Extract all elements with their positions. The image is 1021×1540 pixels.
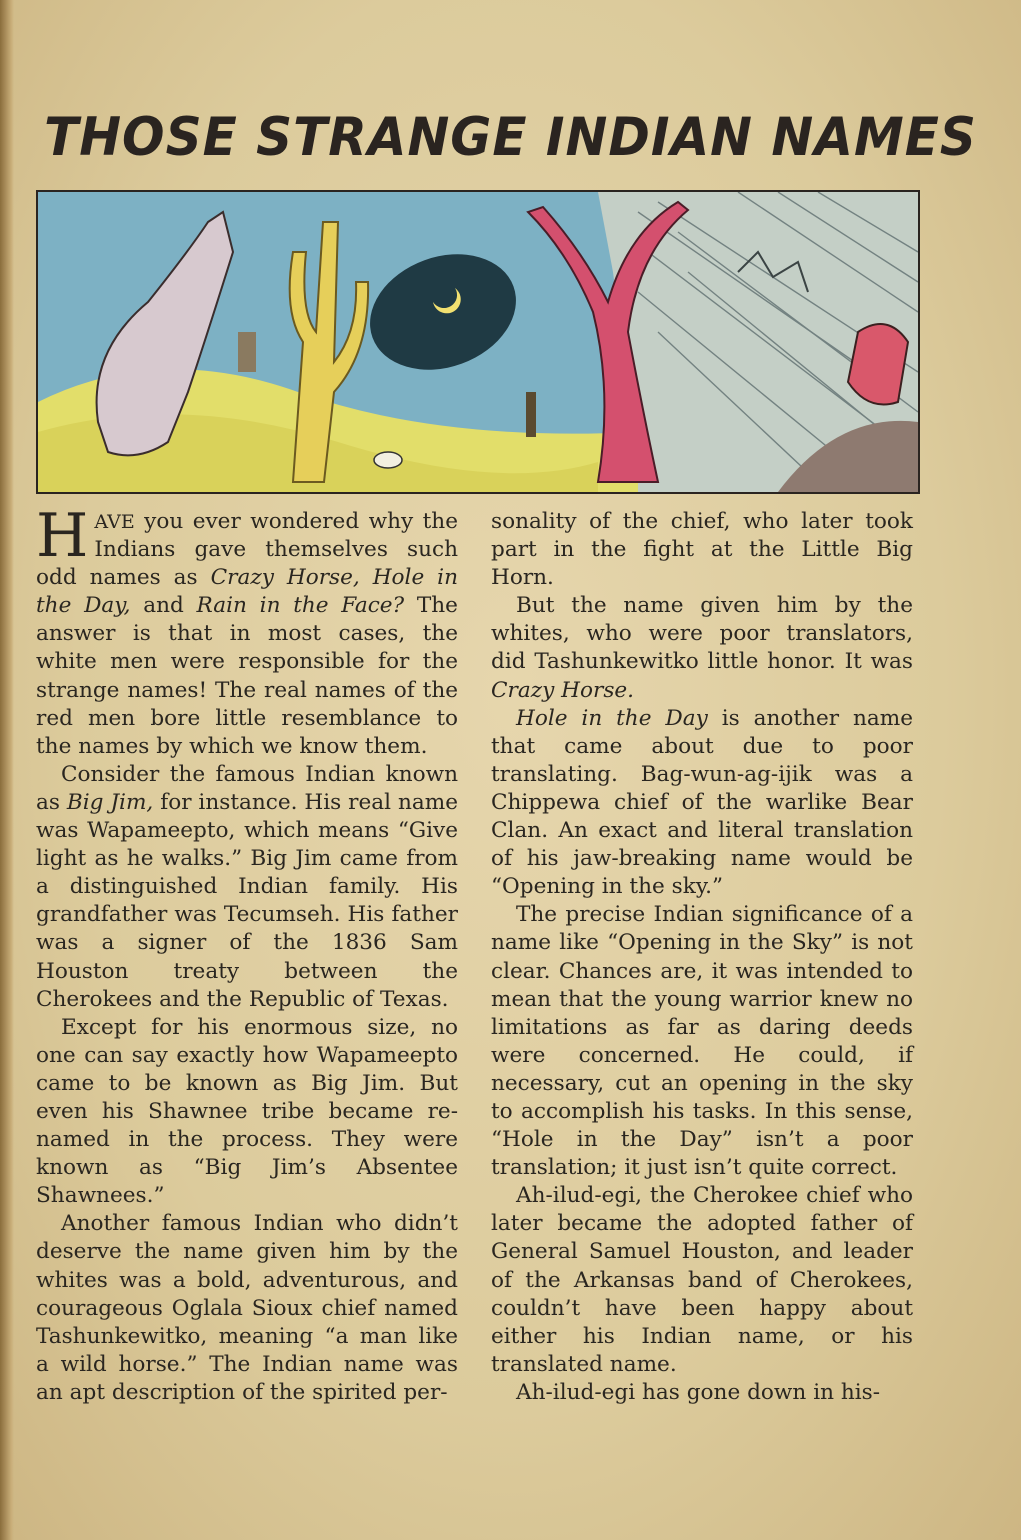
comic-panel-illustration bbox=[38, 192, 918, 492]
paragraph: HAVE you ever wondered why the Indians gave themselves such odd names as Crazy Horse, Hole in the Day, and Rain in the Face? The answer is that in most cases, the white men were responsible for the strange names! The real names of the red men bore little resemblance to the names by which we know them. bbox=[36, 501, 458, 759]
paragraph: Ah-ilud-egi, the Cherokee chief who later became the adopted father of General Samuel Houston, and leader of the Arkansas band of Cherokees, couldn’t have been happy about either his Indian name, or his translated name. bbox=[491, 1183, 913, 1377]
left-column bbox=[36, 501, 458, 1407]
paragraph: But the name given him by the whites, who were poor translators, did Tashunkewitko little honor. It was Crazy Horse. bbox=[491, 593, 913, 703]
right-column bbox=[491, 508, 913, 1407]
page-title: THOSE STRANGE INDIAN NAMES bbox=[44, 106, 977, 168]
paragraph: Another famous Indian who didn’t deserve the name given him by the whites was a bold, adventurous, and courageous Oglala Sioux chief named Tashunkewitko, meaning “a man like a wild horse.” The Indian name was an apt description of the spirited per- bbox=[36, 1211, 458, 1405]
illustration-panel bbox=[36, 190, 920, 494]
paragraph: Hole in the Day is another name that came about due to poor translating. Bag-wun-ag-ijik was a Chippewa chief of the warlike Bear Clan. An exact and literal translation of his jaw-breaking name would be “Opening in the sky.” bbox=[491, 705, 913, 900]
dropcap: H bbox=[36, 501, 89, 571]
paragraph: Ah-ilud-egi has gone down in his- bbox=[516, 1379, 881, 1405]
paragraph: sonality of the chief, who later took part in the fight at the Little Big Horn. bbox=[491, 509, 913, 591]
paragraph: Except for his enormous size, no one can say exactly how Wapameepto came to be known as Big Jim. But even his Shawnee tribe became re-named in the process. They were known as “Big Jim’s Absentee Shawnees.” bbox=[36, 1014, 458, 1209]
page-spine bbox=[0, 0, 14, 1540]
paragraph: Consider the famous Indian known as Big Jim, for instance. His real name was Wapameepto, which means “Give light as he walks.” Big Jim came from a distinguished Indian family. His grandfather was Tecumseh. His father was a signer of the 1836 Sam Houston treaty between the Cherokees and the Republic of Texas. bbox=[36, 761, 458, 1012]
paragraph: The precise Indian significance of a name like “Opening in the Sky” is not clear. Chances are, it was intended to mean that the young warrior knew no limitations as far as daring deeds were concerned. He could, if necessary, cut an opening in the sky to accomplish his tasks. In this sense, “Hole in the Day” isn’t a poor translation; it just isn’t quite correct. bbox=[491, 902, 913, 1181]
